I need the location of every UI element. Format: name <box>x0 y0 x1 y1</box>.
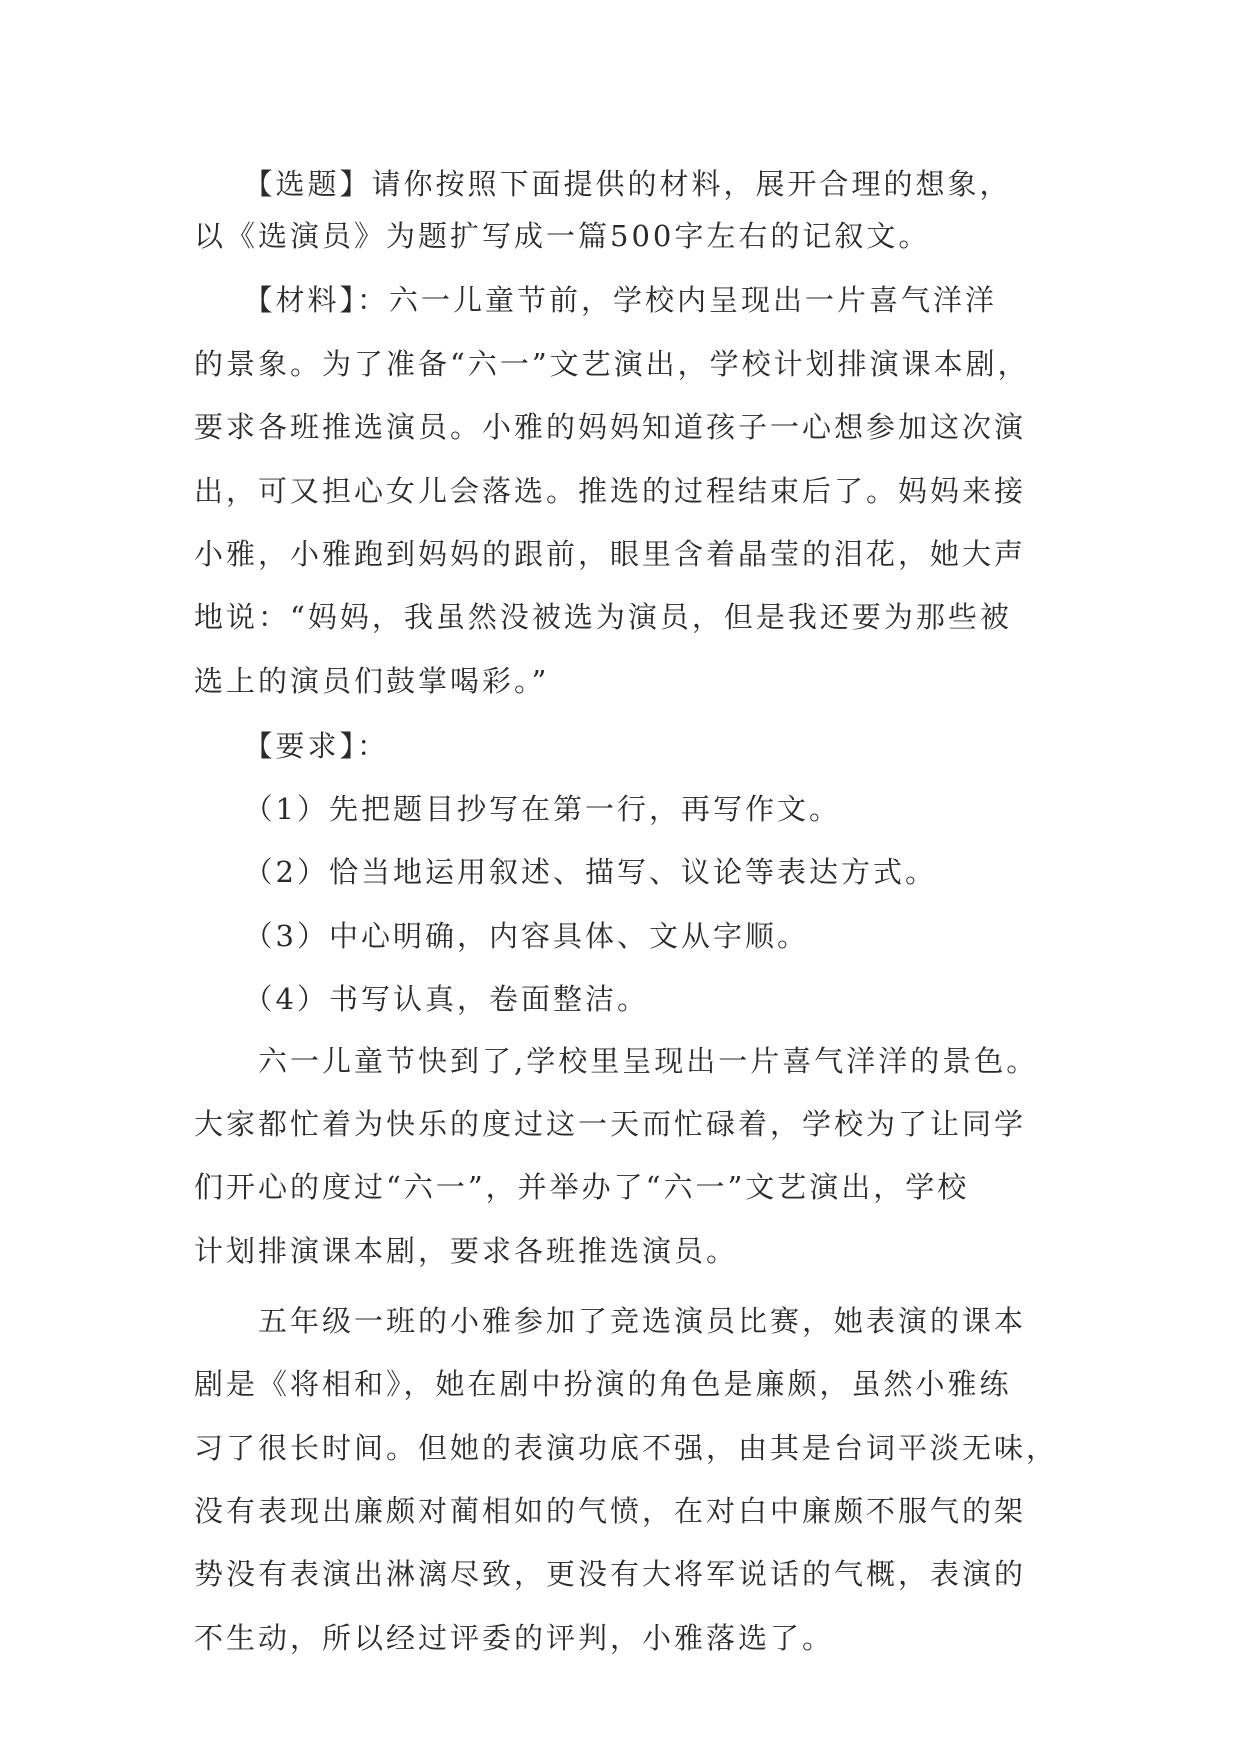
text-line: 【材料】：六一儿童节前，学校内呈现出一片喜气洋洋 <box>194 283 998 317</box>
text-line: （3）中心明确，内容具体、文从字顺。 <box>194 919 809 953</box>
text-line: （2）恰当地运用叙述、描写、议论等表达方式。 <box>194 855 937 889</box>
text-line: 不生动，所以经过评委的评判，小雅落选了。 <box>194 1621 835 1655</box>
text-line: 大家都忙着为快乐的度过这一天而忙碌着，学校为了让同学 <box>194 1107 1027 1141</box>
text-line: 【要求】： <box>194 729 390 763</box>
text-line: 要求各班推选演员。小雅的妈妈知道孩子一心想参加这次演 <box>194 410 1027 444</box>
text-line: 的景象。为了准备“六一”文艺演出，学校计划排演课本剧， <box>194 347 1030 381</box>
text-line: 以《选演员》为题扩写成一篇500字左右的记叙文。 <box>194 219 931 253</box>
text-line: 习了很长时间。但她的表演功底不强，由其是台词平淡无味， <box>194 1431 1059 1465</box>
text-line: 地说：“妈妈，我虽然没被选为演员，但是我还要为那些被 <box>194 600 1012 634</box>
text-line: 计划排演课本剧，要求各班推选演员。 <box>194 1234 739 1268</box>
text-line: 【选题】请你按照下面提供的材料，展开合理的想象， <box>194 167 1012 201</box>
text-line: 五年级一班的小雅参加了竞选演员比赛，她表演的课本 <box>194 1304 1027 1338</box>
text-line: 小雅，小雅跑到妈妈的跟前，眼里含着晶莹的泪花，她大声 <box>194 537 1027 571</box>
text-line: 选上的演员们鼓掌喝彩。” <box>194 664 550 698</box>
text-line: 们开心的度过“六一”，并举办了“六一”文艺演出，学校 <box>194 1170 970 1204</box>
text-line: 剧是《将相和》，她在剧中扮演的角色是廉颇，虽然小雅练 <box>194 1367 1012 1401</box>
text-line: （4）书写认真，卷面整洁。 <box>194 982 649 1016</box>
text-line: 出，可又担心女儿会落选。推选的过程结束后了。妈妈来接 <box>194 474 1027 508</box>
text-line: （1）先把题目抄写在第一行，再写作文。 <box>194 792 841 826</box>
text-line: 势没有表演出淋漓尽致，更没有大将军说话的气概，表演的 <box>194 1557 1027 1591</box>
text-line: 没有表现出廉颇对蔺相如的气愤，在对白中廉颇不服气的架 <box>194 1494 1027 1528</box>
text-line: 六一儿童节快到了,学校里呈现出一片喜气洋洋的景色。 <box>194 1044 1039 1078</box>
